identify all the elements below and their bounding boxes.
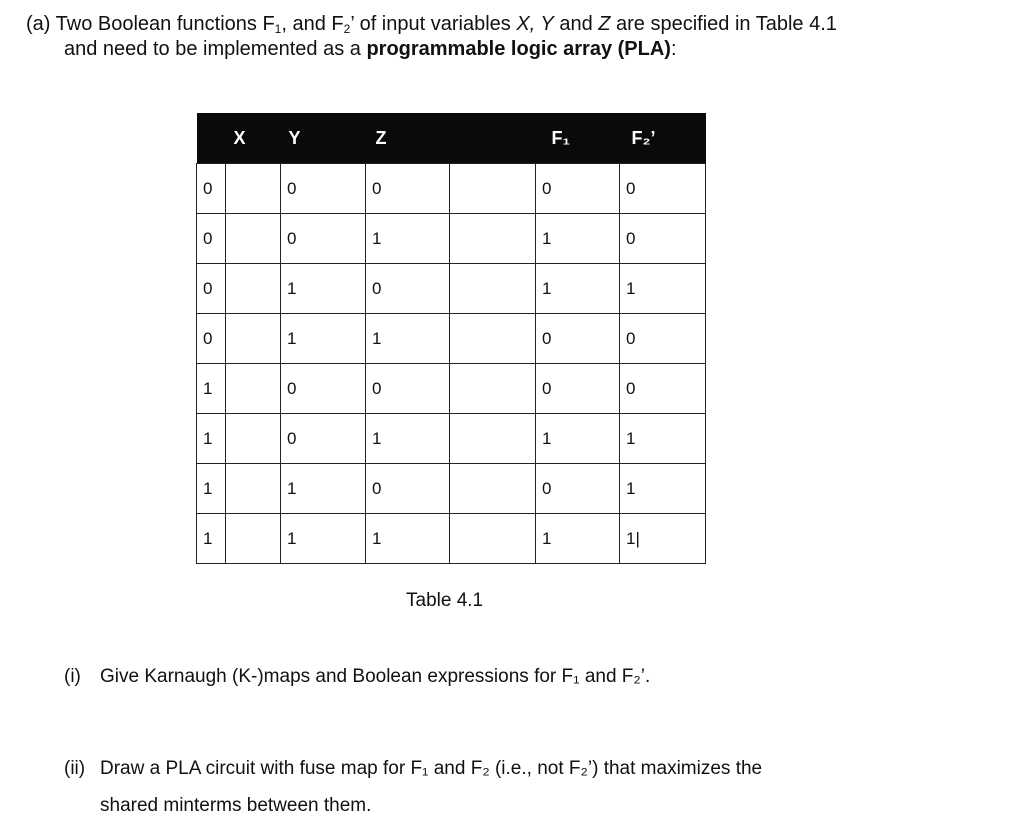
cell-f1: 0 (536, 464, 620, 514)
cell-f1: 0 (536, 364, 620, 414)
cell-x: 1 (197, 364, 226, 414)
cell-f2-prime: 1 (620, 264, 706, 314)
cell-x: 1 (197, 414, 226, 464)
question-i-text: Give Karnaugh (K-)maps and Boolean expressions for F₁ and F₂’. (100, 666, 651, 687)
cell-gap (226, 164, 281, 214)
cell-y: 1 (281, 264, 366, 314)
cell-y: 0 (281, 414, 366, 464)
cell-f2-prime: 1 (620, 464, 706, 514)
header-x: X (233, 127, 246, 148)
cell-x: 1 (197, 514, 226, 564)
question-i (64, 658, 650, 695)
table-header-row (197, 113, 706, 164)
intro-bold-term: programmable logic array (PLA) (366, 38, 671, 60)
intro-var-z: Z (598, 13, 611, 35)
intro-text-1: Two Boolean functions F (55, 13, 275, 35)
intro-text-4: and (553, 13, 599, 35)
question-ii-text: Draw a PLA circuit with fuse map for F₁ and F₂ (i.e., not F₂’) that maximizes the (100, 758, 763, 779)
table-row (197, 314, 706, 364)
table-row (197, 214, 706, 264)
truth-table (196, 113, 706, 564)
cell-f1: 0 (536, 314, 620, 364)
cell-gap (226, 364, 281, 414)
cell-blank (450, 414, 536, 464)
cell-y: 1 (281, 514, 366, 564)
table-caption: Table 4.1 (406, 590, 484, 611)
intro-sub-1: 1 (274, 22, 282, 36)
cell-blank (450, 314, 536, 364)
header-f1: F₁ (551, 127, 570, 148)
intro-line2-b: : (670, 38, 677, 60)
cell-gap (226, 414, 281, 464)
cell-z: 0 (366, 364, 450, 414)
cell-z: 1 (366, 514, 450, 564)
cell-f2-prime: 1| (620, 514, 706, 564)
cell-f1: 1 (536, 514, 620, 564)
intro-sub-2: 2 (343, 22, 351, 36)
intro-line-2 (26, 37, 986, 62)
header-y: Y (288, 127, 301, 148)
cell-f1: 1 (536, 214, 620, 264)
cell-f1: 1 (536, 414, 620, 464)
cell-z: 0 (366, 164, 450, 214)
table-row (197, 464, 706, 514)
cell-gap (226, 264, 281, 314)
cell-x: 1 (197, 464, 226, 514)
cell-f2-prime: 0 (620, 214, 706, 264)
cell-z: 0 (366, 264, 450, 314)
intro-text-2: , and F (281, 13, 344, 35)
cell-blank (450, 464, 536, 514)
cell-z: 0 (366, 464, 450, 514)
table-row (197, 414, 706, 464)
question-i-number: (i) (64, 666, 81, 687)
table-row (197, 264, 706, 314)
intro-text-3: ’ of input variables (350, 13, 517, 35)
table-row (197, 364, 706, 414)
cell-blank (450, 514, 536, 564)
cell-x: 0 (197, 314, 226, 364)
cell-y: 0 (281, 364, 366, 414)
question-ii-number: (ii) (64, 758, 86, 779)
cell-y: 0 (281, 164, 366, 214)
cell-gap (226, 314, 281, 364)
table-row (197, 514, 706, 564)
cell-f2-prime: 0 (620, 314, 706, 364)
cell-f1: 0 (536, 164, 620, 214)
cell-gap (226, 214, 281, 264)
cell-f1: 1 (536, 264, 620, 314)
header-f2-prime: F₂’ (631, 127, 656, 148)
cell-y: 1 (281, 464, 366, 514)
question-intro (26, 12, 986, 62)
cell-f2-prime: 0 (620, 364, 706, 414)
intro-vars: X, Y (516, 13, 554, 35)
cell-f2-prime: 0 (620, 164, 706, 214)
table-body (197, 164, 706, 564)
table-row (197, 164, 706, 214)
cell-f2-prime: 1 (620, 414, 706, 464)
cell-x: 0 (197, 264, 226, 314)
intro-text-5: are specified in Table 4.1 (610, 13, 837, 35)
header-z: Z (375, 127, 387, 148)
cell-y: 1 (281, 314, 366, 364)
cell-x: 0 (197, 164, 226, 214)
cell-blank (450, 264, 536, 314)
cell-blank (450, 364, 536, 414)
question-ii (64, 750, 762, 824)
cell-z: 1 (366, 214, 450, 264)
cell-gap (226, 514, 281, 564)
cell-blank (450, 214, 536, 264)
cell-blank (450, 164, 536, 214)
cell-gap (226, 464, 281, 514)
cell-x: 0 (197, 214, 226, 264)
cell-z: 1 (366, 314, 450, 364)
question-ii-continuation: shared minterms between them. (100, 795, 372, 816)
cell-z: 1 (366, 414, 450, 464)
intro-line2-a: and need to be implemented as a (64, 38, 367, 60)
cell-y: 0 (281, 214, 366, 264)
part-label: (a) (26, 13, 51, 35)
